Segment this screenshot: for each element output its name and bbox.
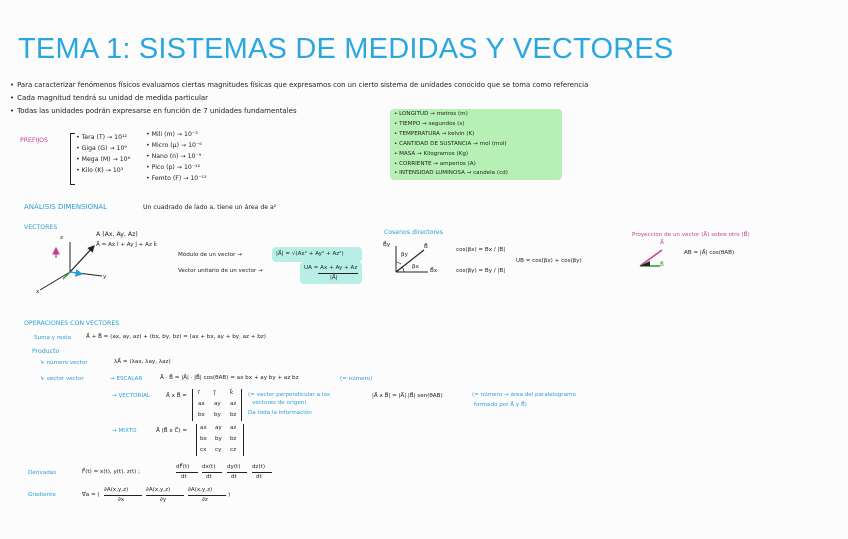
gradient-z-den: ∂z	[202, 497, 208, 503]
vectorial-det-left	[192, 389, 193, 421]
unit-vector-label: Vector unitario de un vector →	[178, 268, 263, 274]
projection-a-label: A⃗	[660, 240, 664, 246]
gradient-z-num: ∂A(x,y,z)	[188, 487, 213, 493]
mixto-r2c2: by	[215, 436, 222, 442]
vector-a-arrow	[70, 246, 94, 272]
prefix-nano: • Nano (n) → 10⁻⁹	[146, 153, 202, 160]
vectorial-note-2: vectores de origen)	[252, 400, 307, 406]
derivative-f-num: dF⃗(t)	[176, 464, 190, 470]
matrix-r1c1: i⃗	[198, 390, 200, 396]
mixto-r3c1: cx	[200, 447, 207, 453]
gradient-y-den: ∂y	[160, 497, 167, 503]
mixto-det-right	[243, 424, 244, 456]
matrix-r1c3: k⃗	[230, 390, 234, 396]
mixto-r2c3: bz	[230, 436, 237, 442]
unit-vector-numerator: UA = Ax + Ay + Az	[304, 265, 358, 271]
gradient-lhs: ∇⃗a = (	[82, 492, 100, 498]
vector-point: A (Ax, Ay, Az)	[96, 231, 138, 238]
cos-y-formula: cos(βy) = By / |B|	[456, 268, 506, 274]
matrix-r2c1: ax	[198, 401, 205, 407]
operations-label: OPERACIONES CON VECTORES	[24, 320, 120, 327]
prefix-mega: • Mega (M) → 10⁶	[76, 156, 131, 163]
unit-length: • LONGITUD → metros (m)	[394, 111, 468, 117]
unit-vector-fraction-line	[318, 273, 358, 274]
prefixes-label: PREFIJOS	[20, 137, 48, 144]
mixto-r3c3: cz	[230, 447, 237, 453]
b-label: B⃗	[424, 244, 428, 250]
mixto-r1c1: ax	[200, 425, 207, 431]
gradient-label: Gradiente	[28, 492, 56, 498]
cosines-label: Cosenos directores	[384, 229, 443, 236]
derivative-y-den: dt	[231, 474, 237, 480]
matrix-r3c1: bx	[198, 412, 205, 418]
cross-note-2: formado por A⃗ y B⃗)	[474, 402, 527, 408]
unit-current: • CORRIENTE → amperios (A)	[394, 161, 476, 167]
escalar-formula: A⃗ · B⃗ = |A⃗| · |B⃗| cos(θAB) = ax bx + ay by + az bz	[160, 375, 299, 381]
projection-diagram	[636, 242, 676, 272]
gradient-x-num: ∂A(x,y,z)	[104, 487, 129, 493]
sum-label: Suma y resta	[34, 335, 71, 341]
dimensional-text: Un cuadrado de lado a, tiene un área de a²	[143, 204, 277, 211]
scalar-number-label: ↳ número vector	[40, 360, 88, 366]
projection-label: Proyección de un vector (A⃗) sobre otro (B⃗)	[632, 232, 750, 238]
prefixes-bracket	[70, 133, 75, 185]
escalar-label: → ESCALAR	[110, 376, 143, 382]
vectors-label: VECTORES	[24, 224, 58, 231]
matrix-r3c3: bz	[230, 412, 237, 418]
gradient-z-line	[188, 495, 226, 496]
vectorial-lhs: A⃗ x B⃗ =	[166, 393, 187, 399]
scalar-number-formula: λA⃗ = (λax, λay, λaz)	[114, 359, 171, 365]
beta-y-label: βy	[401, 252, 408, 258]
cos-x-formula: cos(βx) = Bx / |B|	[456, 247, 506, 253]
product-label: Producto	[32, 348, 60, 355]
derivatives-label: Derivadas	[28, 470, 57, 476]
mixto-det-left	[196, 424, 197, 456]
beta-y-arc	[396, 262, 401, 264]
beta-x-label: βx	[412, 264, 419, 270]
derivative-y-num: dy(t)	[227, 464, 241, 470]
module-formula: |A⃗| = √(Ax² + Ay² + Az²)	[276, 251, 344, 257]
derivative-x-line	[202, 472, 222, 473]
derivative-x-den: dt	[206, 474, 212, 480]
vectorial-label: → VECTORIAL	[112, 393, 151, 399]
by-label: B⃗y	[383, 242, 391, 248]
projection-b-label: B⃗	[660, 262, 664, 268]
page-title: TEMA 1: SISTEMAS DE MEDIDAS Y VECTORES	[18, 33, 674, 65]
mixto-r3c2: cy	[215, 447, 222, 453]
projection-formula: AB = |A⃗| cos(θAB)	[684, 250, 735, 256]
cross-module-formula: |A⃗ x B⃗| = |A⃗| |B⃗| sen(θAB)	[372, 393, 443, 399]
axis-y-label: y	[103, 274, 107, 280]
vectorial-note-3: Da toda la información	[248, 410, 312, 416]
gradient-x-den: ∂x	[118, 497, 125, 503]
unit-substance: • CANTIDAD DE SUSTANCIA → mol (mol)	[394, 141, 507, 147]
derivative-f-den: dt	[181, 474, 187, 480]
prefix-mili: • Mili (m) → 10⁻³	[146, 131, 198, 138]
axis-z-label: z	[60, 235, 63, 241]
matrix-r1c2: j⃗	[214, 390, 216, 396]
prefix-giga: • Giga (G) → 10⁹	[76, 145, 127, 152]
intro-bullet-2: • Cada magnitud tendrá su unidad de medida particular	[10, 95, 208, 103]
derivative-f-line	[176, 472, 198, 473]
derivative-z-den: dt	[256, 474, 262, 480]
vectorial-det-right	[241, 389, 242, 421]
prefix-tera: • Tera (T) → 10¹²	[76, 134, 128, 141]
mixto-label: → MIXTO	[112, 428, 137, 434]
vector-vector-label: ↳ vector vector	[40, 376, 84, 382]
prefix-micro: • Micro (μ) → 10⁻⁶	[146, 142, 202, 149]
sum-formula: A⃗ + B⃗ = (ax, ay, az) + (bx, by, bz) = (ax + bx, ay + by, az + bz)	[86, 334, 266, 340]
derivative-x-num: dx(t)	[202, 464, 216, 470]
derivative-y-line	[227, 472, 247, 473]
unit-luminous: • INTENSIDAD LUMINOSA → candela (cd)	[394, 170, 508, 176]
gradient-y-line	[146, 495, 184, 496]
ub-formula: UB = cos(βx) + cos(βy)	[516, 258, 582, 264]
intro-bullet-1: • Para caracterizar fenómenos físicos evaluamos ciertas magnitudes físicas que expresamos con un cierto sistema de unidades conocido que se toma como referencia	[10, 82, 588, 90]
unit-temperature: • TEMPERATURA → kelvin (K)	[394, 131, 475, 137]
module-label: Módulo de un vector →	[178, 252, 242, 258]
projection-a-vector	[640, 250, 662, 266]
matrix-r2c2: ay	[214, 401, 221, 407]
mixto-r1c2: ay	[215, 425, 222, 431]
vector-expression: A⃗ = Ax î + Ay ĵ + Az k̂	[96, 242, 157, 248]
mixto-r2c1: bx	[200, 436, 207, 442]
derivative-z-num: dz(t)	[252, 464, 266, 470]
vectorial-note-1: (= vector perpendicular a los	[248, 392, 330, 398]
dimensional-label: ANÁLISIS DIMENSIONAL	[24, 203, 108, 211]
bx-label: B⃗x	[430, 268, 438, 274]
mixto-r1c3: az	[230, 425, 237, 431]
gradient-rhs: )	[228, 492, 231, 498]
unit-mass: • MASA → Kilogramos (Kg)	[394, 151, 469, 157]
prefix-femto: • Femto (F) → 10⁻¹⁵	[146, 175, 207, 182]
prefix-pico: • Pico (p) → 10⁻¹²	[146, 164, 201, 171]
axis-x-label: x	[36, 289, 40, 295]
cross-note-1: (= número → área del paralelogramo	[472, 392, 576, 398]
gradient-y-num: ∂A(x,y,z)	[146, 487, 171, 493]
beta-x-arc	[402, 267, 404, 272]
derivatives-formula: F⃗(t) = x(t), y(t), z(t) ;	[82, 469, 141, 475]
matrix-r3c2: by	[214, 412, 221, 418]
prefix-kilo: • Kilo (K) → 10³	[76, 167, 124, 174]
derivative-z-line	[252, 472, 272, 473]
escalar-note: (= número)	[340, 376, 373, 382]
gradient-x-line	[104, 495, 142, 496]
x-axis	[40, 272, 70, 290]
matrix-r2c3: az	[230, 401, 237, 407]
unit-time: • TIEMPO → segundos (s)	[394, 121, 465, 127]
mixto-lhs: A⃗ (B⃗ x C⃗) =	[156, 428, 188, 434]
intro-bullet-3: • Todas las unidades podrán expresarse en función de 7 unidades fundamentales	[10, 108, 297, 116]
unit-vector-denominator: |A⃗|	[330, 275, 338, 281]
